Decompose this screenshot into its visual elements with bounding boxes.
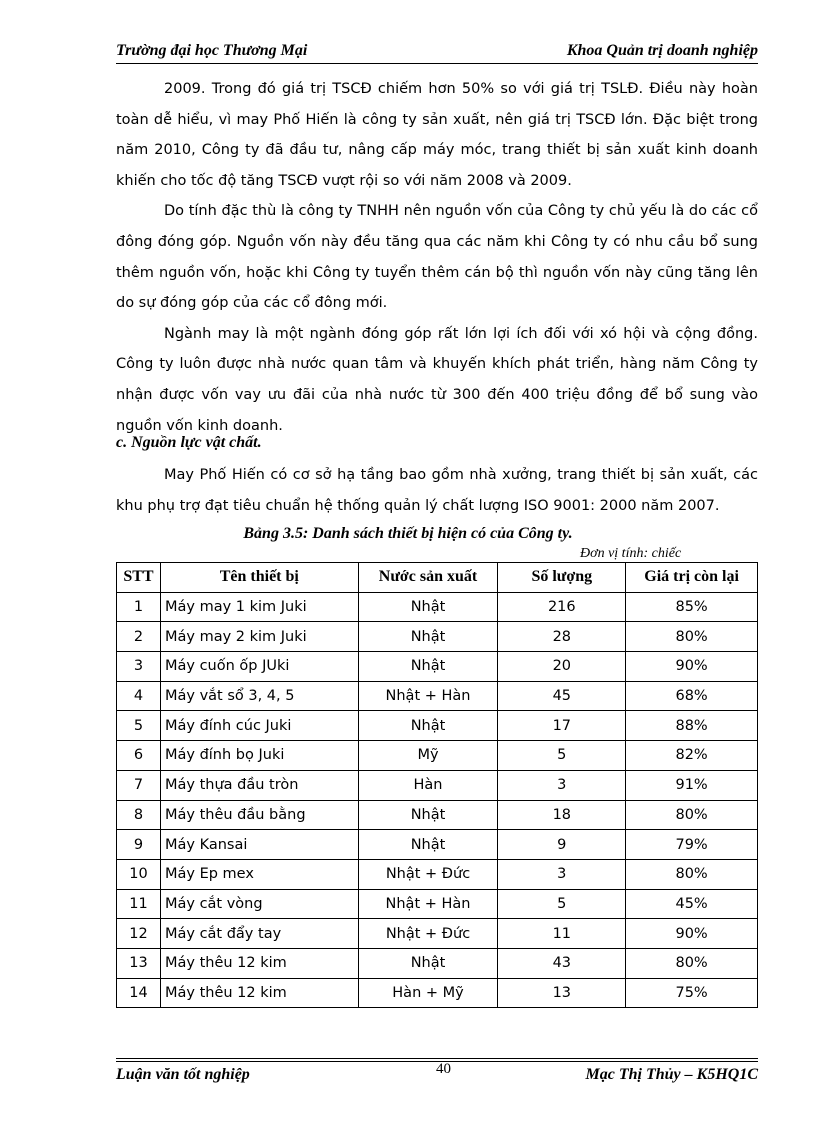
- cell-country: Hàn + Mỹ: [358, 978, 498, 1008]
- table-row: [117, 770, 758, 800]
- cell-equipment-name: Máy thựa đầu tròn: [160, 770, 358, 800]
- cell-remaining-value: 80%: [626, 622, 758, 652]
- cell-equipment-name: Máy may 1 kim Juki: [160, 592, 358, 622]
- footer-author: Mạc Thị Thủy – K5HQ1C: [585, 1066, 758, 1083]
- cell-quantity: 216: [498, 592, 626, 622]
- header-rule: [116, 63, 758, 64]
- cell-country: Nhật: [358, 830, 498, 860]
- cell-country: Nhật: [358, 800, 498, 830]
- table-row: [117, 830, 758, 860]
- cell-stt: 8: [117, 800, 161, 830]
- cell-quantity: 17: [498, 711, 626, 741]
- cell-country: Nhật + Đức: [358, 859, 498, 889]
- cell-remaining-value: 82%: [626, 741, 758, 771]
- table-row: [117, 652, 758, 682]
- cell-remaining-value: 80%: [626, 800, 758, 830]
- cell-remaining-value: 79%: [626, 830, 758, 860]
- cell-stt: 2: [117, 622, 161, 652]
- cell-remaining-value: 90%: [626, 919, 758, 949]
- cell-remaining-value: 85%: [626, 592, 758, 622]
- cell-equipment-name: Máy cuốn ốp JUki: [160, 652, 358, 682]
- cell-equipment-name: Máy thêu 12 kim: [160, 948, 358, 978]
- table-row: [117, 948, 758, 978]
- cell-quantity: 43: [498, 948, 626, 978]
- table-row: [117, 919, 758, 949]
- cell-stt: 10: [117, 859, 161, 889]
- cell-stt: 3: [117, 652, 161, 682]
- paragraph-2: Do tính đặc thù là công ty TNHH nên nguồn vốn của Công ty chủ yếu là do các cổ đông đóng góp. Nguồn vốn này đều tăng qua các năm khi Công ty có nhu cầu bổ sung thêm nguồn vốn, hoặc khi Công ty tuyển thêm cán bộ thì nguồn vốn này cũng tăng lên do sự đóng góp của các cổ đông mới.: [116, 203, 758, 312]
- cell-equipment-name: Máy Kansai: [160, 830, 358, 860]
- section-heading: c. Nguồn lực vật chất.: [116, 434, 262, 451]
- cell-stt: 7: [117, 770, 161, 800]
- cell-quantity: 3: [498, 770, 626, 800]
- cell-country: Nhật: [358, 652, 498, 682]
- cell-country: Mỹ: [358, 741, 498, 771]
- section-body: [116, 460, 758, 522]
- cell-remaining-value: 91%: [626, 770, 758, 800]
- cell-remaining-value: 90%: [626, 652, 758, 682]
- cell-stt: 9: [117, 830, 161, 860]
- header-equipment-name: Tên thiết bị: [160, 563, 358, 593]
- header-school: Trường đại học Thương Mại: [116, 42, 308, 59]
- cell-remaining-value: 80%: [626, 948, 758, 978]
- table-body: [117, 592, 758, 1008]
- cell-quantity: 11: [498, 919, 626, 949]
- header-country: Nước sản xuất: [358, 563, 498, 593]
- equipment-table: [116, 562, 758, 1008]
- cell-equipment-name: Máy vắt sổ 3, 4, 5: [160, 681, 358, 711]
- paragraph-3: Ngành may là một ngành đóng góp rất lớn lợi ích đối với xó hội và cộng đồng. Công ty luôn được nhà nước quan tâm và khuyến khích phát triển, hàng năm Công ty nhận được vốn vay ưu đãi của nhà nước từ 300 đến 400 triệu đồng để bổ sung vào nguồn vốn kinh doanh.: [116, 325, 758, 434]
- cell-stt: 12: [117, 919, 161, 949]
- cell-remaining-value: 68%: [626, 681, 758, 711]
- cell-quantity: 13: [498, 978, 626, 1008]
- header-quantity: Số lượng: [498, 563, 626, 593]
- cell-remaining-value: 75%: [626, 978, 758, 1008]
- table-row: [117, 889, 758, 919]
- table-caption: Bảng 3.5: Danh sách thiết bị hiện có của Công ty.: [243, 525, 573, 542]
- table-row: [117, 978, 758, 1008]
- cell-equipment-name: Máy đính cúc Juki: [160, 711, 358, 741]
- cell-equipment-name: Máy cắt đẩy tay: [160, 919, 358, 949]
- cell-quantity: 45: [498, 681, 626, 711]
- footer-rule: [116, 1058, 758, 1059]
- table-row: [117, 741, 758, 771]
- cell-country: Nhật + Hàn: [358, 889, 498, 919]
- table-row: [117, 622, 758, 652]
- cell-stt: 1: [117, 592, 161, 622]
- table-header-row: [117, 563, 758, 593]
- table-row: [117, 859, 758, 889]
- cell-quantity: 5: [498, 741, 626, 771]
- cell-equipment-name: Máy thêu 12 kim: [160, 978, 358, 1008]
- page-footer: [116, 1061, 758, 1088]
- cell-quantity: 20: [498, 652, 626, 682]
- cell-equipment-name: Máy thêu đầu bằng: [160, 800, 358, 830]
- cell-quantity: 28: [498, 622, 626, 652]
- table-row: [117, 681, 758, 711]
- cell-country: Nhật + Đức: [358, 919, 498, 949]
- cell-country: Hàn: [358, 770, 498, 800]
- cell-quantity: 5: [498, 889, 626, 919]
- table-row: [117, 800, 758, 830]
- cell-quantity: 9: [498, 830, 626, 860]
- cell-stt: 5: [117, 711, 161, 741]
- cell-remaining-value: 80%: [626, 859, 758, 889]
- cell-equipment-name: Máy may 2 kim Juki: [160, 622, 358, 652]
- page-number: 40: [436, 1061, 451, 1077]
- cell-stt: 6: [117, 741, 161, 771]
- cell-equipment-name: Máy Ep mex: [160, 859, 358, 889]
- cell-stt: 13: [117, 948, 161, 978]
- page-header: [116, 40, 758, 62]
- cell-remaining-value: 45%: [626, 889, 758, 919]
- footer-thesis-label: Luận văn tốt nghiệp: [116, 1066, 250, 1083]
- cell-quantity: 3: [498, 859, 626, 889]
- cell-country: Nhật: [358, 711, 498, 741]
- cell-stt: 11: [117, 889, 161, 919]
- cell-country: Nhật: [358, 592, 498, 622]
- cell-quantity: 18: [498, 800, 626, 830]
- table-row: [117, 711, 758, 741]
- table-unit: Đơn vị tính: chiếc: [580, 546, 682, 561]
- body-text: [116, 74, 758, 441]
- cell-equipment-name: Máy đính bọ Juki: [160, 741, 358, 771]
- header-faculty: Khoa Quản trị doanh nghiệp: [566, 42, 758, 59]
- cell-stt: 14: [117, 978, 161, 1008]
- header-stt: STT: [117, 563, 161, 593]
- paragraph-1: 2009. Trong đó giá trị TSCĐ chiếm hơn 50% so với giá trị TSLĐ. Điều này hoàn toàn dễ hiểu, vì may Phố Hiến là công ty sản xuất, nên giá trị TSCĐ lớn. Đặc biệt trong năm 2010, Công ty đã đầu tư, nâng cấp máy móc, trang thiết bị sản xuất kinh doanh khiến cho tốc độ tăng TSCĐ vượt rội so với năm 2008 và 2009.: [116, 81, 758, 189]
- cell-country: Nhật: [358, 622, 498, 652]
- cell-equipment-name: Máy cắt vòng: [160, 889, 358, 919]
- cell-country: Nhật + Hàn: [358, 681, 498, 711]
- table-row: [117, 592, 758, 622]
- cell-country: Nhật: [358, 948, 498, 978]
- header-remaining-value: Giá trị còn lại: [626, 563, 758, 593]
- paragraph-4: May Phố Hiến có cơ sở hạ tầng bao gồm nhà xưởng, trang thiết bị sản xuất, các khu phụ trợ đạt tiêu chuẩn hệ thống quản lý chất lượng ISO 9001: 2000 năm 2007.: [116, 467, 758, 514]
- cell-stt: 4: [117, 681, 161, 711]
- cell-remaining-value: 88%: [626, 711, 758, 741]
